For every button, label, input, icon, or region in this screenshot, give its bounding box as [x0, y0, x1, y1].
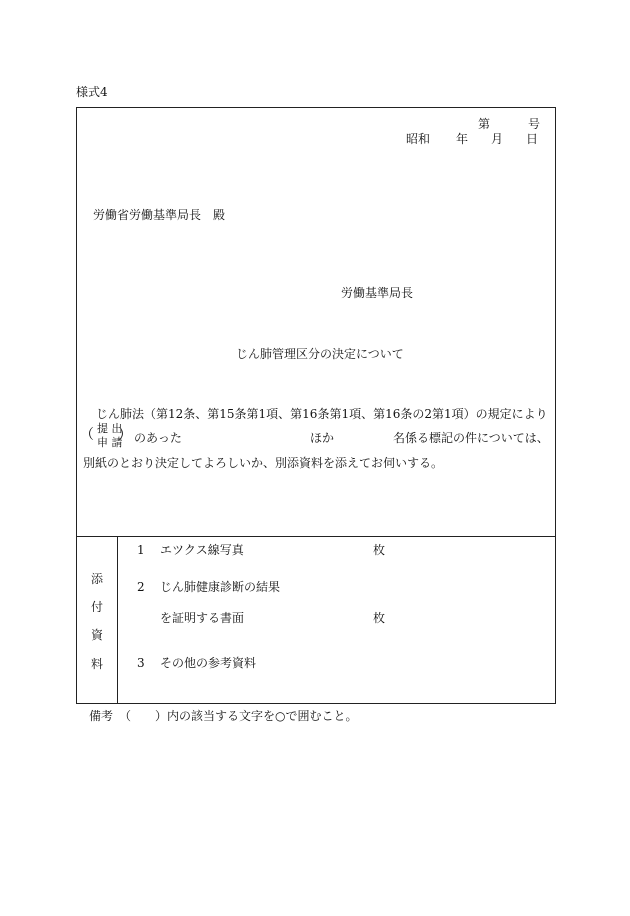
attachment-item-text: その他の参考資料 [160, 656, 257, 670]
body-after: のあった [134, 431, 182, 445]
date-year: 年 [456, 132, 469, 146]
form-label: 様式4 [76, 85, 108, 99]
number-prefix: 第 [478, 117, 491, 131]
date-era: 昭和 [406, 132, 431, 146]
form-frame [76, 107, 556, 704]
attachment-item-unit: 枚 [373, 611, 386, 625]
number-suffix: 号 [528, 117, 541, 131]
attachment-item-number: 1 [137, 543, 145, 557]
addressee: 労働省労働基準局長 殿 [93, 208, 226, 222]
option-submit: 提 出 [97, 422, 123, 435]
attachment-heading-char: 料 [91, 657, 104, 671]
sender: 労働基準局長 [341, 286, 414, 300]
attachment-item-number: 2 [137, 580, 145, 594]
body-line-1: じん肺法（第12条、第15条第1項、第16条第1項、第16条の2第1項）の規定により [96, 407, 548, 421]
date-month: 月 [491, 132, 504, 146]
body-hoka: ほか [310, 431, 335, 445]
attachment-item-text: じん肺健康診断の結果 [160, 580, 281, 594]
attachment-column-divider [117, 536, 118, 704]
remarks-note: 備考 （ ）内の該当する文字を○で囲むこと。 [89, 709, 358, 723]
attachment-heading-char: 付 [91, 600, 104, 614]
attachment-item-text: エツクス線写真 [160, 543, 244, 557]
date-day: 日 [526, 132, 539, 146]
open-paren: （ [80, 427, 94, 443]
option-apply: 申 請 [97, 436, 123, 449]
attachment-heading-char: 添 [91, 572, 104, 586]
body-line-3: 別紙のとおり決定してよろしいか、別添資料を添えてお伺いする。 [83, 456, 444, 470]
attachment-item-unit: 枚 [373, 543, 386, 557]
close-paren: ） [118, 427, 132, 443]
attachment-heading-char: 資 [91, 628, 104, 642]
subject-title: じん肺管理区分の決定について [236, 347, 404, 361]
attachment-item-number: 3 [137, 656, 145, 670]
body-tail: 名係る標記の件については、 [393, 431, 549, 445]
attachment-item-text-continued: を証明する書面 [160, 611, 245, 625]
attachment-divider [76, 536, 556, 537]
